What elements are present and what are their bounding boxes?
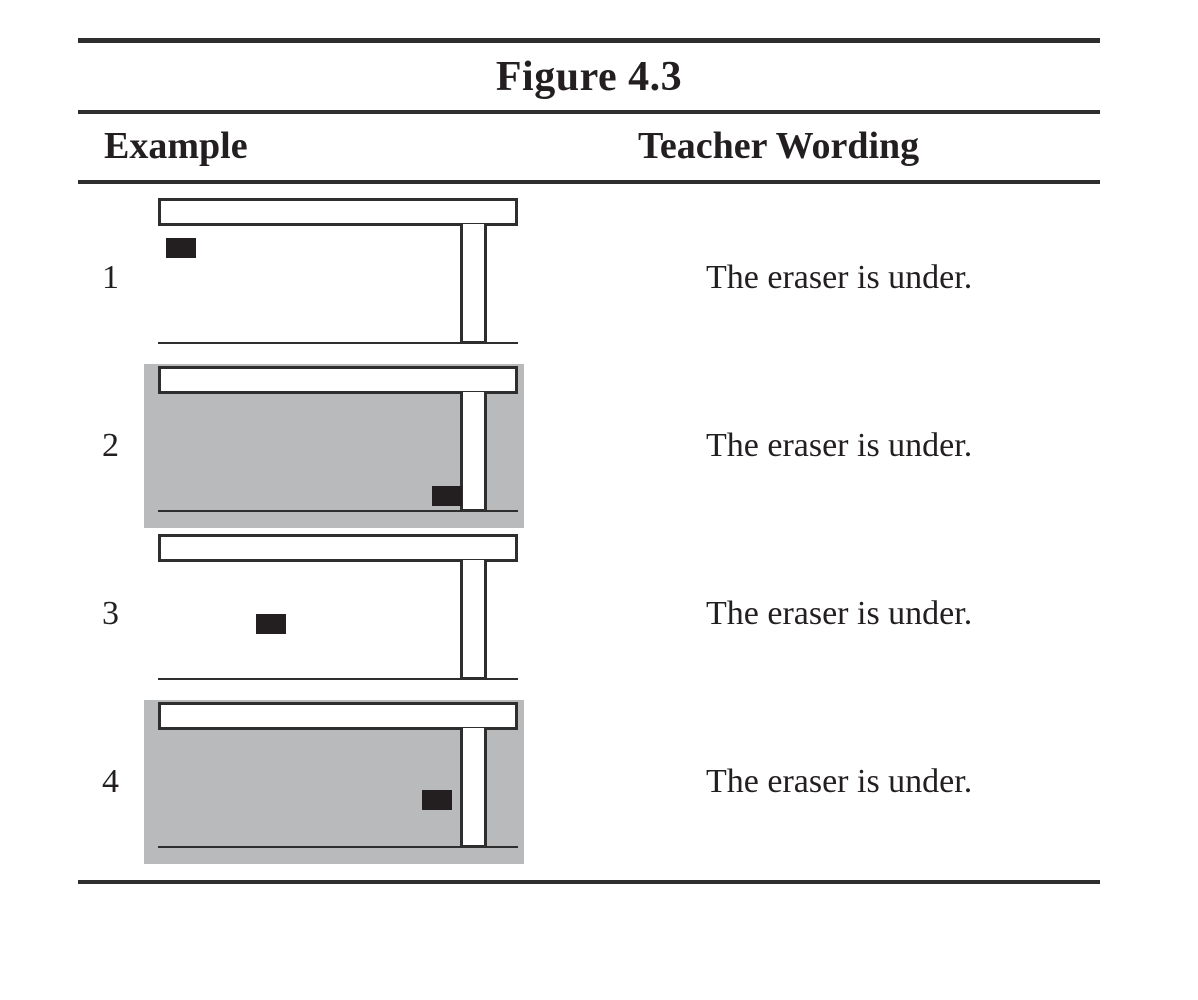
desk-top-icon [158,198,518,226]
eraser-icon [256,614,286,634]
desk-drawing [144,530,524,698]
desk-leg-icon [460,560,487,680]
row-teacher-wording: The eraser is under. [706,259,973,297]
desk-top-icon [158,534,518,562]
column-header-example: Example [104,125,248,168]
table-row [78,194,1100,362]
eraser-icon [166,238,196,258]
floor-line [158,342,518,344]
desk-leg-icon [460,224,487,344]
desk-top-icon [158,366,518,394]
table-header [78,114,1100,180]
row-number: 2 [102,427,119,465]
table-row [78,362,1100,530]
desk-drawing [144,194,524,362]
figure-title: Figure 4.3 [495,54,683,100]
row-teacher-wording: The eraser is under. [706,427,973,465]
row-illustration [124,530,638,698]
table-row [78,530,1100,698]
figure-block [78,38,1100,884]
desk-leg-icon [460,392,487,512]
table-row [78,698,1100,866]
row-number: 3 [102,595,119,633]
eraser-icon [422,790,452,810]
table-body [78,184,1100,866]
desk-leg-icon [460,728,487,848]
bottom-rule [78,880,1100,884]
floor-line [158,510,518,512]
row-illustration [124,698,638,866]
row-number: 1 [102,259,119,297]
desk-top-icon [158,702,518,730]
desk-drawing [144,362,524,530]
eraser-icon [432,486,462,506]
desk-drawing [144,698,524,866]
row-teacher-wording: The eraser is under. [706,595,973,633]
column-header-teacher-wording: Teacher Wording [638,125,920,168]
row-illustration [124,362,638,530]
floor-line [158,678,518,680]
row-number: 4 [102,763,119,801]
row-teacher-wording: The eraser is under. [706,763,973,801]
row-illustration [124,194,638,362]
floor-line [158,846,518,848]
